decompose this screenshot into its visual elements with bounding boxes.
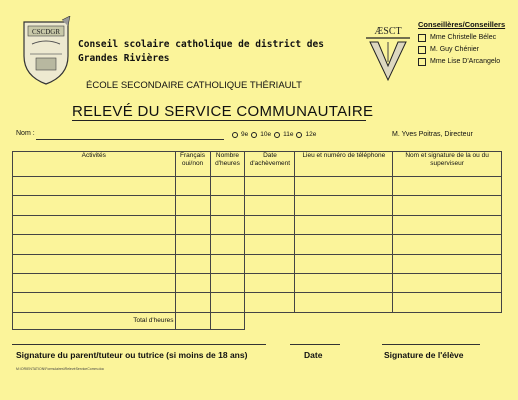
form-title: RELEVÉ DU SERVICE COMMUNAUTAIRE	[72, 103, 374, 120]
hours-cell[interactable]	[210, 215, 245, 234]
hours-cell[interactable]	[210, 293, 245, 312]
location-phone-cell[interactable]	[295, 235, 393, 254]
supervisor-cell[interactable]	[393, 215, 502, 234]
counsellor-item	[418, 32, 500, 44]
supervisor-cell[interactable]	[393, 235, 502, 254]
location-phone-cell[interactable]	[295, 196, 393, 215]
school-name: ÉCOLE SECONDAIRE CATHOLIQUE THÉRIAULT	[86, 80, 302, 91]
location-phone-cell[interactable]	[295, 254, 393, 273]
grade-label-11: 11e	[283, 131, 294, 138]
hours-cell[interactable]	[210, 254, 245, 273]
table-body	[13, 177, 502, 313]
total-hours-label: Total d'heures	[13, 312, 176, 329]
french-cell[interactable]	[175, 215, 210, 234]
date-cell[interactable]	[245, 273, 295, 292]
grade-options	[232, 131, 316, 138]
location-phone-cell[interactable]	[295, 293, 393, 312]
hours-cell[interactable]	[210, 235, 245, 254]
activity-cell[interactable]	[13, 273, 176, 292]
director-name: M. Yves Poitras, Directeur	[392, 131, 473, 138]
supervisor-cell[interactable]	[393, 293, 502, 312]
hours-cell[interactable]	[210, 273, 245, 292]
counsellors-title: Conseillères/Conseillers	[418, 20, 506, 29]
hours-cell[interactable]	[210, 196, 245, 215]
date-cell[interactable]	[245, 235, 295, 254]
grade-radio-11[interactable]	[274, 132, 280, 138]
school-board-name	[78, 38, 368, 66]
grade-label-10: 10e	[260, 131, 272, 138]
activity-cell[interactable]	[13, 254, 176, 273]
activity-cell[interactable]	[13, 235, 176, 254]
date-cell[interactable]	[245, 196, 295, 215]
col-header-activities: Activités	[13, 152, 176, 177]
supervisor-cell[interactable]	[393, 177, 502, 196]
school-board-crest-logo	[18, 16, 74, 86]
counsellor-name: Mme Christelle Bélec	[430, 34, 497, 41]
counsellor-name: Mme Lise D'Arcangelo	[430, 58, 501, 65]
title-underline	[72, 120, 366, 121]
school-logo-text: ÆSCT	[374, 26, 402, 37]
french-cell[interactable]	[175, 273, 210, 292]
student-signature-label: Signature de l'élève	[384, 350, 464, 360]
grade-label-12: 12e	[305, 131, 317, 138]
total-hours-cell[interactable]	[210, 312, 245, 329]
parent-signature-line[interactable]	[12, 344, 266, 345]
supervisor-cell[interactable]	[393, 273, 502, 292]
location-phone-cell[interactable]	[295, 177, 393, 196]
table-row	[13, 196, 502, 215]
french-cell[interactable]	[175, 254, 210, 273]
table-row	[13, 177, 502, 196]
grade-radio-12[interactable]	[296, 132, 302, 138]
table-row	[13, 235, 502, 254]
table-row	[13, 273, 502, 292]
grade-radio-10[interactable]	[251, 132, 257, 138]
table-row	[13, 293, 502, 312]
counsellors-list	[418, 32, 500, 68]
school-logo	[364, 22, 412, 82]
counsellor-checkbox[interactable]	[418, 58, 426, 66]
total-row	[13, 312, 502, 329]
supervisor-cell[interactable]	[393, 196, 502, 215]
student-signature-line[interactable]	[382, 344, 480, 345]
table-header-row	[13, 152, 502, 177]
svg-text:CSCDGR: CSCDGR	[31, 28, 61, 36]
french-cell[interactable]	[175, 235, 210, 254]
date-cell[interactable]	[245, 254, 295, 273]
counsellor-name: M. Guy Chénier	[430, 46, 480, 53]
counsellor-checkbox[interactable]	[418, 46, 426, 54]
col-header-french: Français oui/non	[175, 152, 210, 177]
date-cell[interactable]	[245, 215, 295, 234]
date-cell[interactable]	[245, 293, 295, 312]
activity-cell[interactable]	[13, 293, 176, 312]
board-name-line-1: Conseil scolaire catholique de district des	[78, 39, 324, 50]
table-row	[13, 254, 502, 273]
french-cell[interactable]	[175, 293, 210, 312]
table-row	[13, 215, 502, 234]
french-cell[interactable]	[175, 196, 210, 215]
date-label: Date	[304, 350, 323, 360]
service-hours-table	[12, 151, 502, 330]
name-label: Nom :	[16, 130, 35, 137]
grade-radio-9[interactable]	[232, 132, 238, 138]
file-path-footer: M:\ORIENTATION\Formulaires\RelevéServiceComm.doc	[16, 367, 105, 371]
col-header-supervisor: Nom et signature de la ou du superviseur	[393, 152, 502, 177]
date-cell[interactable]	[245, 177, 295, 196]
grade-label-9: 9e	[241, 131, 249, 138]
location-phone-cell[interactable]	[295, 273, 393, 292]
total-blank	[245, 312, 502, 329]
counsellor-item	[418, 44, 500, 56]
activity-cell[interactable]	[13, 215, 176, 234]
location-phone-cell[interactable]	[295, 215, 393, 234]
counsellor-checkbox[interactable]	[418, 34, 426, 42]
supervisor-cell[interactable]	[393, 254, 502, 273]
name-field-line[interactable]	[36, 139, 224, 140]
counsellor-item	[418, 56, 500, 68]
col-header-hours: Nombre d'heures	[210, 152, 245, 177]
activity-cell[interactable]	[13, 177, 176, 196]
board-name-line-2: Grandes Rivières	[78, 53, 170, 64]
parent-signature-label: Signature du parent/tuteur ou tutrice (si moins de 18 ans)	[16, 350, 248, 360]
date-line[interactable]	[290, 344, 340, 345]
col-header-location-phone: Lieu et numéro de téléphone	[295, 152, 393, 177]
col-header-completion-date: Date d'achèvement	[245, 152, 295, 177]
activity-cell[interactable]	[13, 196, 176, 215]
french-cell[interactable]	[175, 177, 210, 196]
total-empty-cell	[175, 312, 210, 329]
hours-cell[interactable]	[210, 177, 245, 196]
